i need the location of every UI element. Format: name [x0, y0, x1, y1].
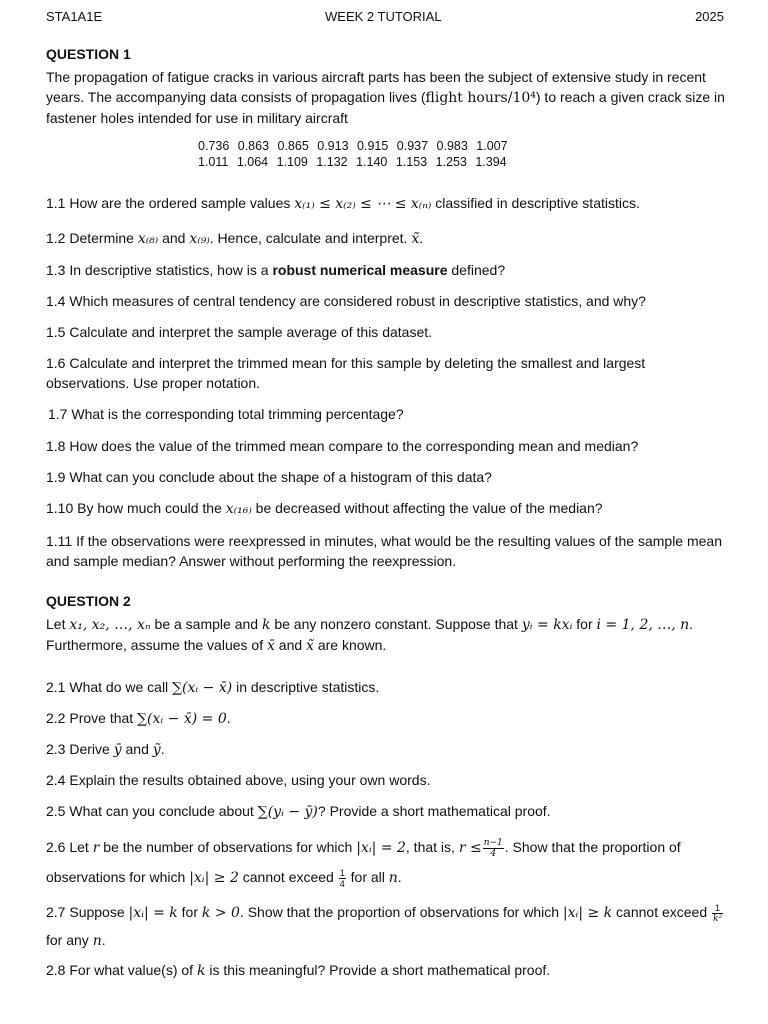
header-course-code: STA1A1E [46, 9, 103, 24]
data-row-2: 1.011 1.064 1.109 1.132 1.140 1.153 1.253 1.394 [198, 155, 507, 169]
question-2-heading: QUESTION 2 [46, 593, 131, 609]
question-2-intro: Let x₁, x₂, …, xₙ be a sample and k be any nonzero constant. Suppose that yᵢ = kxᵢ for i = 1, 2, …, n. Furthermore, assume the values of x̄ and x̃ are known. [46, 616, 694, 654]
question-1-1: 1.1 How are the ordered sample values x₍₁₎ ≤ x₍₂₎ ≤ ⋯ ≤ x₍ₙ₎ classified in descriptive statistics. [46, 195, 640, 212]
question-1-7: 1.7 What is the corresponding total trimming percentage? [48, 406, 404, 422]
question-1-3: 1.3 In descriptive statistics, how is a robust numerical measure defined? [46, 262, 506, 278]
question-2-6: 2.6 Let r be the number of observations for which |xᵢ| = 2, that is, r ≤ $\frac{n-1}{4}$ . Show that the proportion of observations for which |xᵢ| ≥ 2 cannot exceed $\frac{1}{4}$ for all n. [46, 837, 681, 889]
question-1-heading: QUESTION 1 [46, 46, 131, 62]
question-2-2: 2.2 Prove that ∑(xᵢ − x̄) = 0. [46, 710, 231, 727]
question-1-10: 1.10 By how much could the x₍₁₆₎ be decreased without affecting the value of the median? [46, 500, 603, 517]
question-2-3: 2.3 Derive ȳ and ỹ. [46, 741, 165, 758]
question-2-5: 2.5 What can you conclude about ∑(yᵢ − ȳ)? Provide a short mathematical proof. [46, 803, 551, 820]
header-title: WEEK 2 TUTORIAL [325, 9, 442, 24]
header-year: 2025 [695, 9, 724, 24]
question-1-9: 1.9 What can you conclude about the shape of a histogram of this data? [46, 469, 492, 485]
question-1-5: 1.5 Calculate and interpret the sample average of this dataset. [46, 324, 433, 340]
question-1-2: 1.2 Determine x₍₈₎ and x₍₉₎. Hence, calculate and interpret. x̃. [46, 230, 424, 247]
question-2-8: 2.8 For what value(s) of k is this meaningful? Provide a short mathematical proof. [46, 962, 551, 979]
question-2-4: 2.4 Explain the results obtained above, using your own words. [46, 772, 431, 788]
fraction-one-over-k-squared: $\frac{1}{\text{k²}}$ [713, 902, 723, 924]
question-2-7: 2.7 Suppose |xᵢ| = k for k > 0. Show that the proportion of observations for which |xᵢ| ≥ k cannot exceed $\frac{1}{\text{k²}}$ for any n. [46, 902, 723, 949]
fraction-one-quarter: $\frac{1}{4}$ [339, 867, 345, 889]
question-1-6: 1.6 Calculate and interpret the trimmed mean for this sample by deleting the smallest and largest observations. Use proper notation. [46, 355, 646, 391]
question-2-1: 2.1 What do we call ∑(xᵢ − x̄) in descriptive statistics. [46, 679, 380, 696]
question-1-4: 1.4 Which measures of central tendency are considered robust in descriptive statistics, and why? [46, 293, 646, 309]
fraction-n-minus-1-over-4: $\frac{n-1}{4}$ [483, 837, 503, 859]
question-1-11: 1.11 If the observations were reexpressed in minutes, what would be the resulting values of the sample mean and sample median? Answer without performing the reexpression. [46, 533, 723, 569]
question-1-8: 1.8 How does the value of the trimmed mean compare to the corresponding mean and median? [46, 438, 639, 454]
question-1-intro: The propagation of fatigue cracks in various aircraft parts has been the subject of extensive study in recent years. The accompanying data consists of propagation lives (flight hours/10⁴) to reach a given crack size in fastener holes intended for use in military aircraft [46, 69, 725, 126]
data-row-1: 0.736 0.863 0.865 0.913 0.915 0.937 0.983 1.007 [198, 139, 508, 153]
